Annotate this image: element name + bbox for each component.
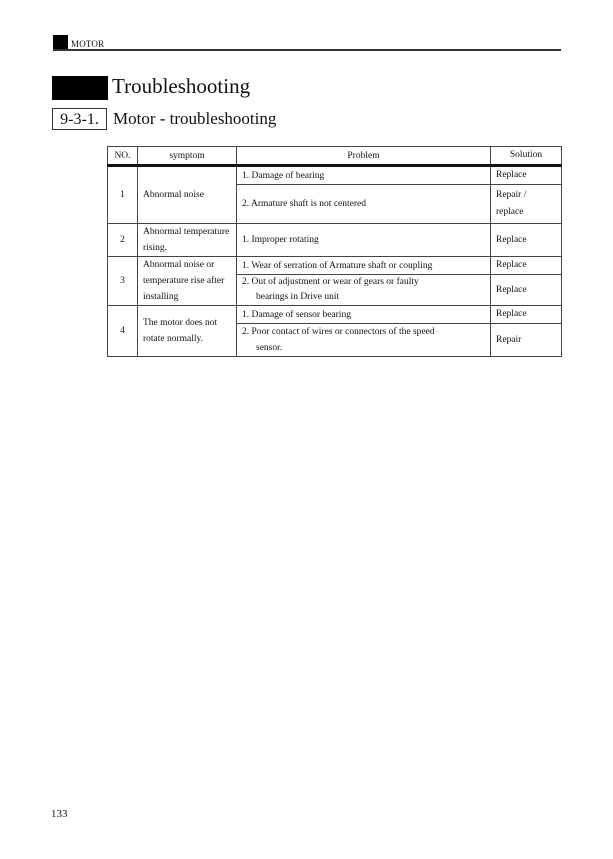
cell-problem: 2. Armature shaft is not centered: [237, 185, 491, 224]
cell-problem: 1. Wear of serration of Armature shaft or coupling: [237, 257, 491, 275]
column-header-symptom: symptom: [138, 147, 237, 166]
table-row: [108, 166, 562, 185]
cell-solution: Replace: [491, 224, 562, 257]
cell-problem: 1. Improper rotating: [237, 224, 491, 257]
table-row: [108, 306, 562, 324]
cell-symptom: Abnormal temperature rising.: [138, 224, 237, 257]
cell-problem: 1. Damage of bearing: [237, 166, 491, 185]
section-number: 9-3-1.: [52, 108, 107, 130]
cell-solution: Replace: [491, 257, 562, 275]
problem-line-1: 2. Poor contact of wires or connectors of the speed: [242, 327, 435, 337]
header-section-label: MOTOR: [71, 39, 105, 49]
cell-no: 3: [108, 257, 138, 306]
cell-solution: Replace: [491, 306, 562, 324]
troubleshooting-table: [107, 146, 562, 357]
table-row: [108, 224, 562, 257]
cell-no: 4: [108, 306, 138, 357]
page-number: 133: [51, 808, 68, 820]
cell-symptom: The motor does not rotate normally.: [138, 306, 237, 357]
cell-solution: Repair / replace: [491, 185, 562, 224]
column-header-no: NO.: [108, 147, 138, 166]
table-header-row: [108, 147, 562, 166]
column-header-problem: Problem: [237, 147, 491, 166]
problem-line-2: bearings in Drive unit: [256, 292, 340, 302]
header-rule: [53, 49, 561, 51]
problem-line-1: 2. Out of adjustment or wear of gears or faulty: [242, 277, 419, 287]
cell-symptom: Abnormal noise: [138, 166, 237, 224]
problem-line-2: sensor.: [256, 343, 283, 353]
cell-solution: Repair: [491, 324, 562, 357]
page-title: Troubleshooting: [112, 74, 251, 98]
cell-problem: [237, 324, 491, 357]
cell-solution: Replace: [491, 166, 562, 185]
table-row: [108, 257, 562, 275]
column-header-solution: Solution: [491, 147, 562, 166]
section-title: Motor - troubleshooting: [113, 109, 277, 128]
cell-symptom: Abnormal noise or temperature rise after installing: [138, 257, 237, 306]
cell-no: 1: [108, 166, 138, 224]
header-block: [53, 35, 68, 49]
title-block: [52, 76, 108, 100]
cell-problem: 1. Damage of sensor bearing: [237, 306, 491, 324]
cell-solution: Replace: [491, 275, 562, 306]
cell-no: 2: [108, 224, 138, 257]
cell-problem: [237, 275, 491, 306]
